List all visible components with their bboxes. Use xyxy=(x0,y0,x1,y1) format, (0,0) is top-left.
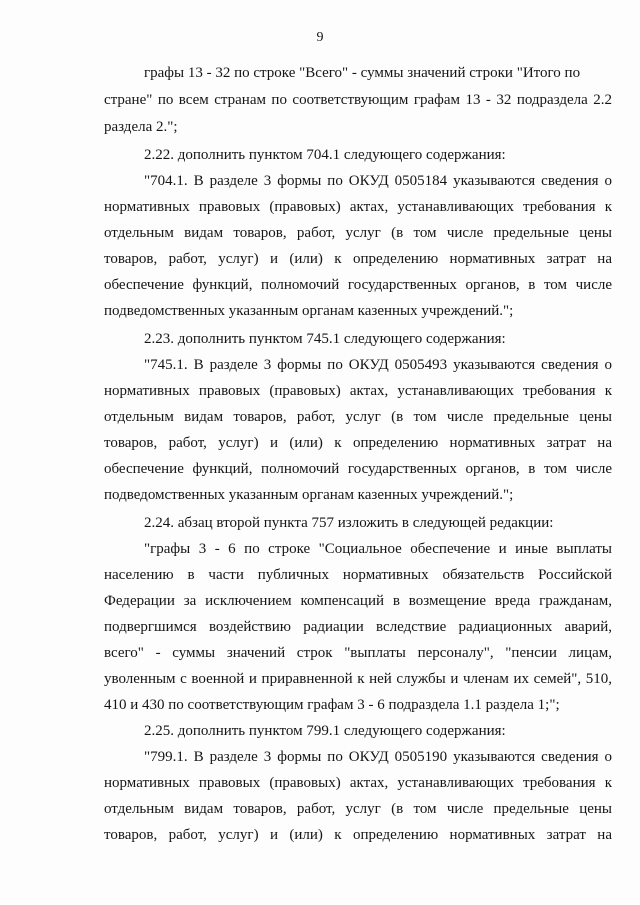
text-line: населению в части публичных нормативных обязательств Российской xyxy=(104,567,612,583)
text-line: раздела 2."; xyxy=(104,119,178,135)
text-line: нормативных правовых (правовых) актах, устанавливающих требования к xyxy=(104,775,612,791)
text-line: стране" по всем странам по соответствующим графам 13 - 32 подраздела 2.2 xyxy=(104,92,612,108)
text-line: 2.22. дополнить пунктом 704.1 следующего содержания: xyxy=(144,147,506,163)
page-number: 9 xyxy=(316,30,324,45)
text-line: подведомственных указанным органам казенных учреждений."; xyxy=(104,487,514,503)
text-line: отдельным видам товаров, работ, услуг (в том числе предельные цены xyxy=(104,225,612,241)
text-line: "745.1. В разделе 3 формы по ОКУД 0505493 указываются сведения о xyxy=(144,357,612,373)
text-line: 410 и 430 по соответствующим графам 3 - 6 подраздела 1.1 раздела 1;"; xyxy=(104,697,560,713)
text-line: "графы 3 - 6 по строке "Социальное обеспечение и иные выплаты xyxy=(144,541,612,557)
text-line: нормативных правовых (правовых) актах, устанавливающих требования к xyxy=(104,199,612,215)
text-line: нормативных правовых (правовых) актах, устанавливающих требования к xyxy=(104,383,612,399)
text-line: 2.23. дополнить пунктом 745.1 следующего содержания: xyxy=(144,331,506,347)
text-line: подведомственных указанным органам казенных учреждений."; xyxy=(104,303,514,319)
text-line: Федерации за исключением компенсаций в возмещение вреда гражданам, xyxy=(104,593,612,609)
text-line: товаров, работ, услуг) и (или) к определению нормативных затрат на xyxy=(104,251,612,267)
text-line: обеспечение функций, полномочий государственных органов, в том числе xyxy=(104,277,612,293)
text-line: "704.1. В разделе 3 формы по ОКУД 0505184 указываются сведения о xyxy=(144,173,612,189)
text-line: товаров, работ, услуг) и (или) к определению нормативных затрат на xyxy=(104,827,612,843)
text-line: товаров, работ, услуг) и (или) к определению нормативных затрат на xyxy=(104,435,612,451)
text-line: 2.24. абзац второй пункта 757 изложить в следующей редакции: xyxy=(144,515,554,531)
text-line: уволенным с военной и приравненной к ней службы и членам их семей", 510, xyxy=(104,671,612,687)
text-line: всего" - суммы значений строк "выплаты персоналу", "пенсии лицам, xyxy=(104,645,612,661)
text-line: подвергшимся воздействию радиации вследствие радиационных аварий, xyxy=(104,619,612,635)
text-line: графы 13 - 32 по строке "Всего" - суммы значений строки "Итого по xyxy=(144,65,581,81)
text-line: отдельным видам товаров, работ, услуг (в том числе предельные цены xyxy=(104,409,612,425)
text-line: обеспечение функций, полномочий государственных органов, в том числе xyxy=(104,461,612,477)
text-line: 2.25. дополнить пунктом 799.1 следующего содержания: xyxy=(144,723,506,739)
text-line: отдельным видам товаров, работ, услуг (в том числе предельные цены xyxy=(104,801,612,817)
text-line: "799.1. В разделе 3 формы по ОКУД 0505190 указываются сведения о xyxy=(144,749,612,765)
